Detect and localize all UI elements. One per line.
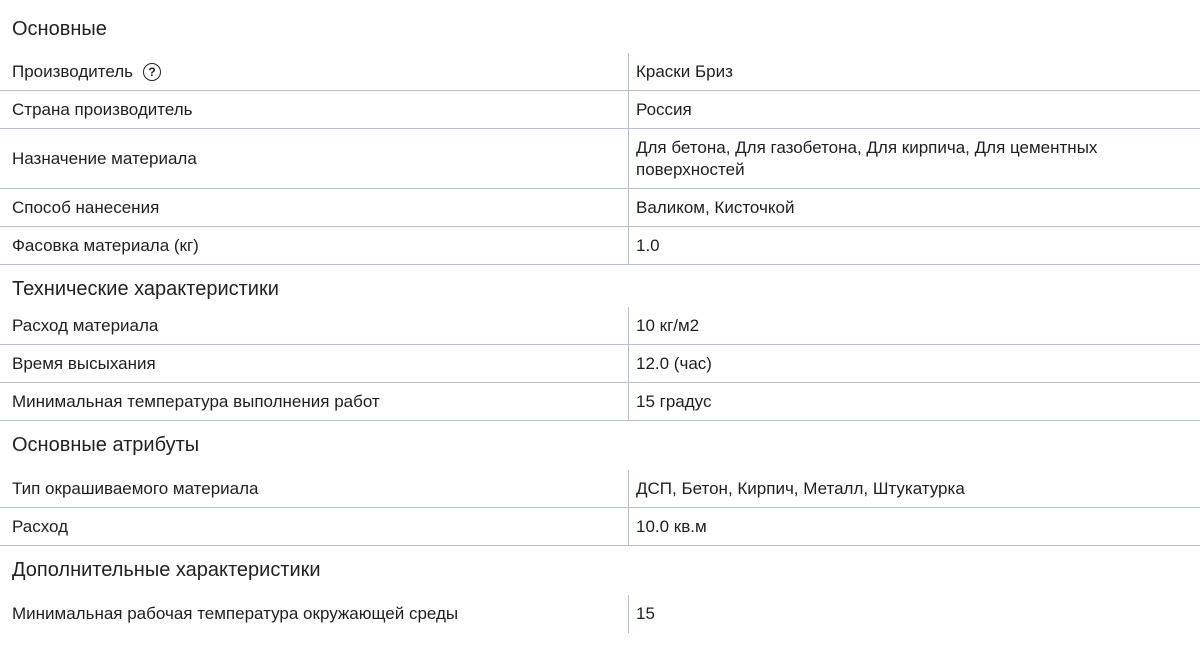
spec-label-cell [0,508,628,545]
spec-value: 1.0 [636,235,660,255]
spec-label: Назначение материала [12,148,197,168]
spec-label-cell [0,129,628,188]
spec-label: Производитель [12,61,134,81]
spec-row-min-work-temp [0,383,1200,421]
spec-label: Расход [12,516,69,536]
section-title-attributes: Основные атрибуты [12,434,200,456]
spec-label-cell [0,383,628,420]
spec-label: Страна производитель [12,99,193,119]
spec-row-packaging [0,227,1200,265]
spec-value-cell [628,345,1200,382]
spec-label-cell [0,307,628,344]
spec-row-application-method [0,189,1200,227]
spec-label-cell [0,53,628,90]
spec-label: Минимальная рабочая температура окружающей среды [12,604,459,623]
spec-row-purpose [0,129,1200,189]
spec-value: 15 [636,604,655,623]
spec-value: Россия [636,99,692,119]
spec-label: Способ нанесения [12,197,160,217]
spec-label: Расход материала [12,315,159,335]
spec-label: Фасовка материала (кг) [12,235,199,255]
spec-label-cell [0,595,628,633]
spec-label-cell [0,91,628,128]
spec-label: Минимальная температура выполнения работ [12,391,380,411]
spec-value-cell [628,53,1200,90]
spec-value-cell [628,307,1200,344]
spec-label: Время высыхания [12,353,156,373]
spec-label-cell [0,189,628,226]
question-circle-icon[interactable]: ? [143,63,161,81]
section-title-additional: Дополнительные характеристики [12,559,321,581]
spec-value-cell [628,383,1200,420]
spec-value: Для бетона, Для газобетона, Для кирпича, Для цементных поверхностей [636,137,1098,179]
section-title-main: Основные [12,18,107,40]
spec-value-cell [628,227,1200,264]
spec-row-coverage [0,508,1200,546]
spec-value: 12.0 (час) [636,353,712,373]
spec-label-cell [0,227,628,264]
spec-label: Тип окрашиваемого материала [12,478,259,498]
spec-value-cell [628,508,1200,545]
spec-value-cell [628,91,1200,128]
spec-value-cell [628,129,1200,188]
spec-value-cell [628,595,1200,633]
spec-row-material-type [0,470,1200,508]
spec-label-cell [0,345,628,382]
spec-value-cell [628,189,1200,226]
spec-row-manufacturer [0,53,1200,91]
spec-value: Краски Бриз [636,61,733,81]
spec-row-country [0,91,1200,129]
spec-value: 10 кг/м2 [636,315,700,335]
spec-value: ДСП, Бетон, Кирпич, Металл, Штукатурка [636,478,965,498]
spec-row-min-ambient-temp [0,595,1200,633]
spec-value: 15 градус [636,391,712,411]
spec-row-consumption [0,307,1200,345]
section-title-technical: Технические характеристики [12,278,279,300]
spec-value: Валиком, Кисточкой [636,197,795,217]
spec-row-drying-time [0,345,1200,383]
spec-value: 10.0 кв.м [636,516,707,536]
spec-label-cell [0,470,628,507]
spec-value-cell [628,470,1200,507]
